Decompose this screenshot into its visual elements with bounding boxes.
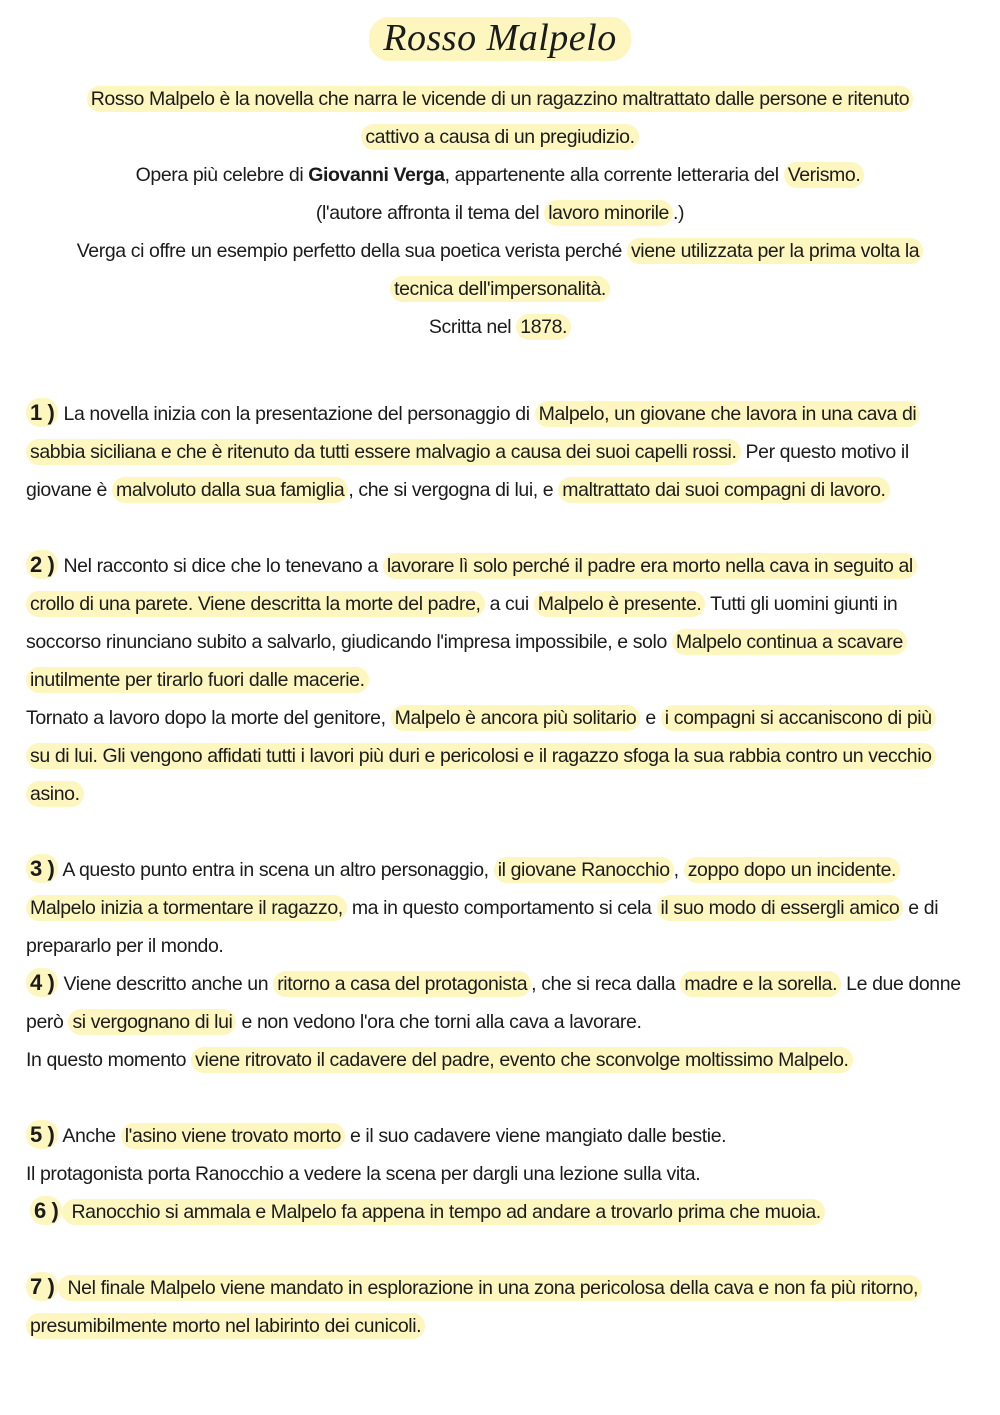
text-line: inutilmente per tirarlo fuori dalle macerie. <box>26 661 994 699</box>
text-line: 4 ) Viene descritto anche un ritorno a casa del protagonista , che si reca dalla madre e la sorella. Le due donne <box>26 964 994 1003</box>
paragraph-number: 4 ) <box>26 968 58 997</box>
paragraph-number: 2 ) <box>26 550 58 579</box>
text-line: In questo momento viene ritrovato il cadavere del padre, evento che sconvolge moltissimo Malpelo. <box>26 1041 994 1079</box>
text-line: soccorso rinunciano subito a salvarlo, giudicando l'impresa impossibile, e solo Malpelo continua a scavare <box>26 623 994 661</box>
paragraph-5 <box>26 1116 994 1193</box>
intro-section <box>0 80 1000 346</box>
text-line: 1 ) La novella inizia con la presentazione del personaggio di Malpelo, un giovane che lavora in una cava di <box>26 394 994 433</box>
page-title: Rosso Malpelo <box>0 16 1000 60</box>
text-line: crollo di una parete. Viene descritta la morte del padre, a cui Malpelo è presente. Tutti gli uomini giunti in <box>26 585 994 623</box>
paragraph-3 <box>26 850 994 965</box>
paragraph-number: 1 ) <box>26 398 58 427</box>
text-line: prepararlo per il mondo. <box>26 935 224 957</box>
paragraph-4 <box>26 964 994 1079</box>
text-line: su di lui. Gli vengono affidati tutti i lavori più duri e pericolosi e il ragazzo sfoga la sua rabbia contro un vecchio <box>26 737 994 775</box>
text-line: 2 ) Nel racconto si dice che lo tenevano a lavorare lì solo perché il padre era morto nella cava in seguito al <box>26 546 994 585</box>
text-line: giovane è malvoluto dalla sua famiglia , che si vergogna di lui, e maltrattato dai suoi compagni di lavoro. <box>26 471 994 509</box>
paragraph-2 <box>26 546 994 813</box>
paragraph-number: 5 ) <box>26 1120 58 1149</box>
paragraph-7 <box>26 1268 994 1345</box>
text-line: 5 ) Anche l'asino viene trovato morto e il suo cadavere viene mangiato dalle bestie. <box>26 1116 994 1155</box>
paragraph-1 <box>26 394 994 509</box>
intro-line: Opera più celebre di Giovanni Verga, appartenente alla corrente letteraria del Verismo. <box>0 156 1000 194</box>
intro-line: Verga ci offre un esempio perfetto della sua poetica verista perché viene utilizzata per la prima volta la <box>0 232 1000 270</box>
intro-line: tecnica dell'impersonalità. <box>0 270 1000 308</box>
author-name: Giovanni Verga <box>308 164 445 186</box>
paragraph-6 <box>30 1192 998 1231</box>
text-line: però si vergognano di lui e non vedono l'ora che torni alla cava a lavorare. <box>26 1011 642 1033</box>
paragraph-number: 6 ) <box>30 1196 62 1225</box>
text-line: 7 ) Nel finale Malpelo viene mandato in esplorazione in una zona pericolosa della cava e non fa più ritorno, <box>26 1268 994 1307</box>
intro-line: (l'autore affronta il tema del lavoro minorile .) <box>315 202 685 224</box>
text-line: 6 ) Ranocchio si ammala e Malpelo fa appena in tempo ad andare a trovarlo prima che muoia. <box>30 1192 998 1231</box>
text-line: 3 ) A questo punto entra in scena un altro personaggio, il giovane Ranocchio , zoppo dopo un incidente. <box>26 850 994 889</box>
text-line: sabbia siciliana e che è ritenuto da tutti essere malvagio a causa dei suoi capelli rossi. Per questo motivo il <box>26 433 994 471</box>
paragraph-number: 7 ) <box>26 1272 58 1301</box>
text-line: presumibilmente morto nel labirinto dei cunicoli. <box>26 1307 994 1345</box>
intro-line: Scritta nel 1878. <box>0 308 1000 346</box>
intro-line: cattivo a causa di un pregiudizio. <box>0 118 1000 156</box>
intro-line: Rosso Malpelo è la novella che narra le vicende di un ragazzino maltrattato dalle persone e ritenuto <box>0 80 1000 118</box>
text-line: asino. <box>26 775 994 813</box>
text-line: Malpelo inizia a tormentare il ragazzo, ma in questo comportamento si cela il suo modo di essergli amico e di <box>26 889 994 927</box>
paragraph-number: 3 ) <box>26 854 58 883</box>
text-line: Tornato a lavoro dopo la morte del genitore, Malpelo è ancora più solitario e i compagni si accaniscono di più <box>26 699 994 737</box>
text-line: Il protagonista porta Ranocchio a vedere la scena per dargli una lezione sulla vita. <box>26 1163 701 1185</box>
